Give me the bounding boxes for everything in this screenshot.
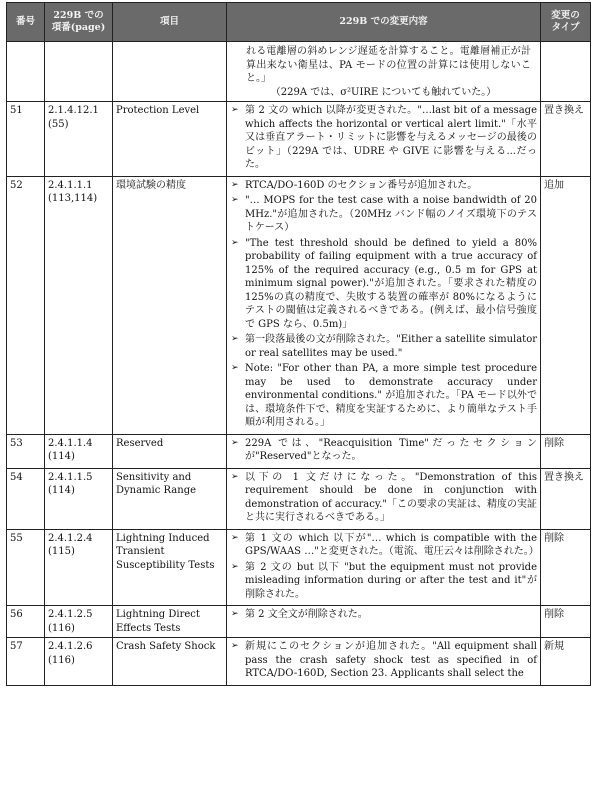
row-section-number: 2.4.1.1.1 [48,179,93,191]
row-section-page: (113,114) [48,193,98,204]
row-number: 54 [7,468,45,529]
header-section-line2: 項番(page) [51,22,106,33]
table-row [7,468,591,529]
change-text: 第一段落最後の文が削除された。"Either a satellite simulator or real satellites may be used." [245,334,537,359]
row-type: 追加 [541,176,591,434]
row-section [45,529,113,606]
change-list [230,437,537,464]
change-item [230,333,537,360]
change-text: 第 2 文全文が削除された。 [245,609,368,620]
continuation-row [7,42,591,102]
change-text: "The test threshold should be defined to yield a 80% probability of failing equipment with a true accuracy of 125% of the required accuracy (e.g., 0.5 m for GPS at minimum signal power)."が追加された。「要求された精度の 125%の真の精度で、失敗する装置の確率が 80%になるようにテストの閾値は定義されるべきである。(例えば、最小信号強度で GPS なら、0.5m)」 [245,237,537,330]
header-row [7,3,591,42]
continuation-text: れる電離層の斜めレンジ遅延を計算すること。電離層補正が計算出来ない衛星は、PA モードの位置の計算には使用しないこと。」 [246,46,531,84]
row-item: 環境試験の精度 [113,176,227,434]
change-list [230,608,537,622]
row-number: 56 [7,606,45,638]
row-number: 52 [7,176,45,434]
continuation-note: （229A では、σ²UIRE についても触れていた。） [270,86,497,98]
row-number: 53 [7,434,45,468]
arrow-bullet-icon: ➢ [231,195,239,205]
header-number: 番号 [7,3,45,42]
arrow-bullet-icon: ➢ [231,561,239,572]
header-item: 項目 [113,3,227,42]
row-section-number: 2.4.1.1.4 [48,437,93,449]
arrow-bullet-icon: ➢ [231,363,239,373]
table-row [7,176,591,434]
row-number: 57 [7,638,45,686]
row-section [45,606,113,638]
table-row [7,638,591,686]
row-item: Lightning Direct Effects Tests [113,606,227,638]
row-section-page: (114) [48,451,75,462]
row-section-page: (114) [48,485,75,496]
row-section-number: 2.1.4.12.1 [48,105,99,116]
change-text: 第 2 文の which 以降が変更された。"…last bit of a message which affects the horizontal or vertical alert limit."「水平又は垂直アラート・リミットに影響を与えるメッセージの最後のビット」（229A では、UDRE や GIVE に影響を与える...だった。 [245,105,537,170]
change-table [6,2,591,686]
table-row [7,529,591,606]
change-item [230,561,537,602]
row-section-number: 2.4.1.2.5 [48,609,93,620]
row-type: 置き換え [541,102,591,177]
row-section-page: (115) [48,546,75,557]
row-type: 新規 [541,638,591,686]
change-text: 第 2 文の but 以下 "but the equipment must not provide misleading information during or after the test and it"が削除された。 [245,561,537,600]
change-list [230,471,537,525]
table-row [7,606,591,638]
arrow-bullet-icon: ➢ [231,334,239,344]
arrow-bullet-icon: ➢ [231,609,239,619]
header-content: 229B での変更内容 [227,3,541,42]
row-number: 51 [7,102,45,177]
row-changes [227,468,541,529]
change-list [230,640,537,681]
change-item [230,640,537,681]
row-type: 削除 [541,529,591,606]
change-text: 229A では、"Reacquisition Time"だったセクションが"Reserved"となった。 [245,437,537,462]
row-item: Reserved [113,434,227,468]
change-text: "… MOPS for the test case with a noise bandwidth of 20 MHz."が追加された。（20MHz バンド幅のノイズ環境下のテストケース） [245,195,537,233]
change-text: 第 1 文の which 以下が"… which is compatible with the GPS/WAAS …"と変更された。（電流、電圧云々は削除された。） [245,532,539,557]
row-changes [227,176,541,434]
change-item [230,104,537,172]
change-item [230,532,537,559]
change-list [230,104,537,172]
row-number: 55 [7,529,45,606]
header-type-line1: 変更の [551,10,580,21]
change-text: 以下の 1 文だけになった。"Demonstration of this requirement should be done in conjunction with demonstration of accuracy."「この要求の実証は、精度の実証と共に実行されるべきである。」 [245,471,537,523]
row-section-number: 2.4.1.2.4 [48,532,93,544]
arrow-bullet-icon: ➢ [231,532,239,543]
row-item: Sensitivity and Dynamic Range [113,468,227,529]
table-row [7,102,591,177]
arrow-bullet-icon: ➢ [231,471,239,482]
header-section-line1: 229B での [53,10,104,21]
arrow-bullet-icon: ➢ [231,237,239,248]
change-list [230,532,537,602]
row-changes [227,529,541,606]
row-type: 削除 [541,434,591,468]
row-type: 置き換え [541,468,591,529]
change-item [230,179,537,193]
row-section-number: 2.4.1.1.5 [48,471,93,483]
change-item [230,608,537,622]
row-section [45,638,113,686]
header-section [45,3,113,42]
arrow-bullet-icon: ➢ [231,179,239,190]
change-item [230,471,537,525]
arrow-bullet-icon: ➢ [231,105,239,115]
row-changes [227,638,541,686]
row-section-page: (116) [48,654,75,666]
row-type: 削除 [541,606,591,638]
row-section [45,176,113,434]
row-item: Protection Level [113,102,227,177]
row-section-page: (116) [48,622,75,634]
change-item [230,437,537,464]
header-type-line2: タイプ [551,22,580,33]
row-changes [227,434,541,468]
row-section-page: (55) [48,118,69,130]
change-item [230,194,537,235]
row-section [45,468,113,529]
row-changes [227,102,541,177]
continuation-cell [227,42,541,102]
change-text: 新規にこのセクションが追加された。"All equipment shall pass the crash safety shock test as specified in of RTCA/DO-160D, Section 23. Applicants shall select the [245,641,537,679]
change-text: Note: "For other than PA, a more simple test procedure may be used to demonstrate accuracy under environmental conditions." が追加された。「PA モード以外では、環境条件下で、精度を実証するために、より簡単なテスト手順が利用される。」 [245,363,537,428]
arrow-bullet-icon: ➢ [231,641,239,651]
change-text: RTCA/DO-160D のセクション番号が追加された。 [245,179,478,191]
change-item [230,362,537,430]
header-type [541,3,591,42]
change-list [230,179,537,430]
row-changes [227,606,541,638]
row-section [45,434,113,468]
row-item: Crash Safety Shock [113,638,227,686]
table-row [7,434,591,468]
row-item: Lightning Induced Transient Susceptibility Tests [113,529,227,606]
arrow-bullet-icon: ➢ [231,437,239,448]
row-section-number: 2.4.1.2.6 [48,641,93,652]
row-section [45,102,113,177]
change-item [230,237,537,332]
